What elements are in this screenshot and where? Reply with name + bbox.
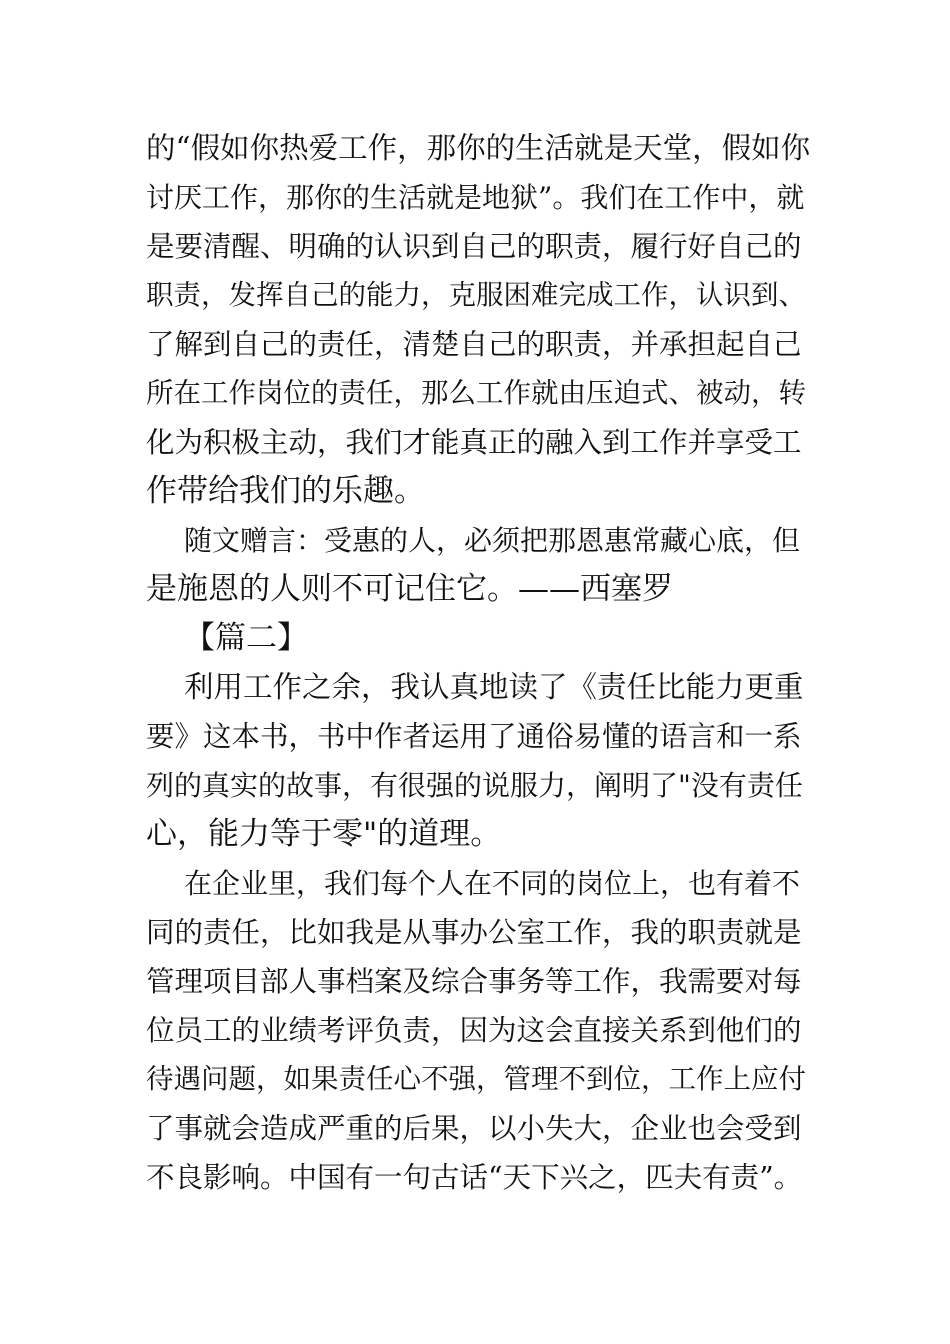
text-line: 在企业里，我们每个人在不同的岗位上，也有着不 — [184, 867, 801, 900]
text-line: 所在工作岗位的责任，那么工作就由压迫式、被动，转 — [146, 377, 806, 409]
text-line: 要》这本书，书中作者运用了通俗易懂的语言和一系 — [146, 720, 802, 753]
text-line: 职责，发挥自己的能力，克服困难完成工作，认识到、 — [146, 279, 806, 311]
text-line: 位员工的业绩考评负责，因为这会直接关系到他们的 — [146, 1014, 802, 1047]
text-line: 化为积极主动，我们才能真正的融入到工作并享受工 — [146, 426, 802, 459]
text-line: 是要清醒、明确的认识到自己的职责，履行好自己的 — [146, 230, 802, 263]
text-line: 的“假如你热爱工作，那你的生活就是天堂，假如你 — [146, 131, 811, 165]
text-line: 列的真实的故事，有很强的说服力，阐明了"没有责任 — [146, 769, 803, 802]
text-line: 【篇二】 — [184, 620, 308, 656]
text-line: 作带给我们的乐趣。 — [146, 473, 425, 509]
text-line: 了事就会造成严重的后果，以小失大，企业也会受到 — [146, 1112, 802, 1145]
text-line: 讨厌工作，那你的生活就是地狱”。我们在工作中，就 — [146, 181, 805, 214]
text-line: 不良影响。中国有一句古话“天下兴之，匹夫有责”。 — [146, 1161, 803, 1194]
text-line: 心，能力等于零"的道理。 — [146, 816, 502, 852]
document-body — [146, 124, 810, 1202]
text-line: 了解到自己的责任，清楚自己的职责，并承担起自己 — [146, 328, 802, 361]
text-line: 待遇问题，如果责任心不强，管理不到位，工作上应付 — [146, 1063, 806, 1095]
text-line: 是施恩的人则不可记住它。——西塞罗 — [146, 571, 673, 607]
text-line: 同的责任，比如我是从事办公室工作，我的职责就是 — [146, 916, 802, 949]
text-line: 随文赠言：受惠的人，必须把那恩惠常藏心底，但 — [184, 524, 801, 557]
text-line: 利用工作之余，我认真地读了《责任比能力更重 — [184, 670, 804, 704]
text-line: 管理项目部人事档案及综合事务等工作，我需要对每 — [146, 965, 802, 998]
